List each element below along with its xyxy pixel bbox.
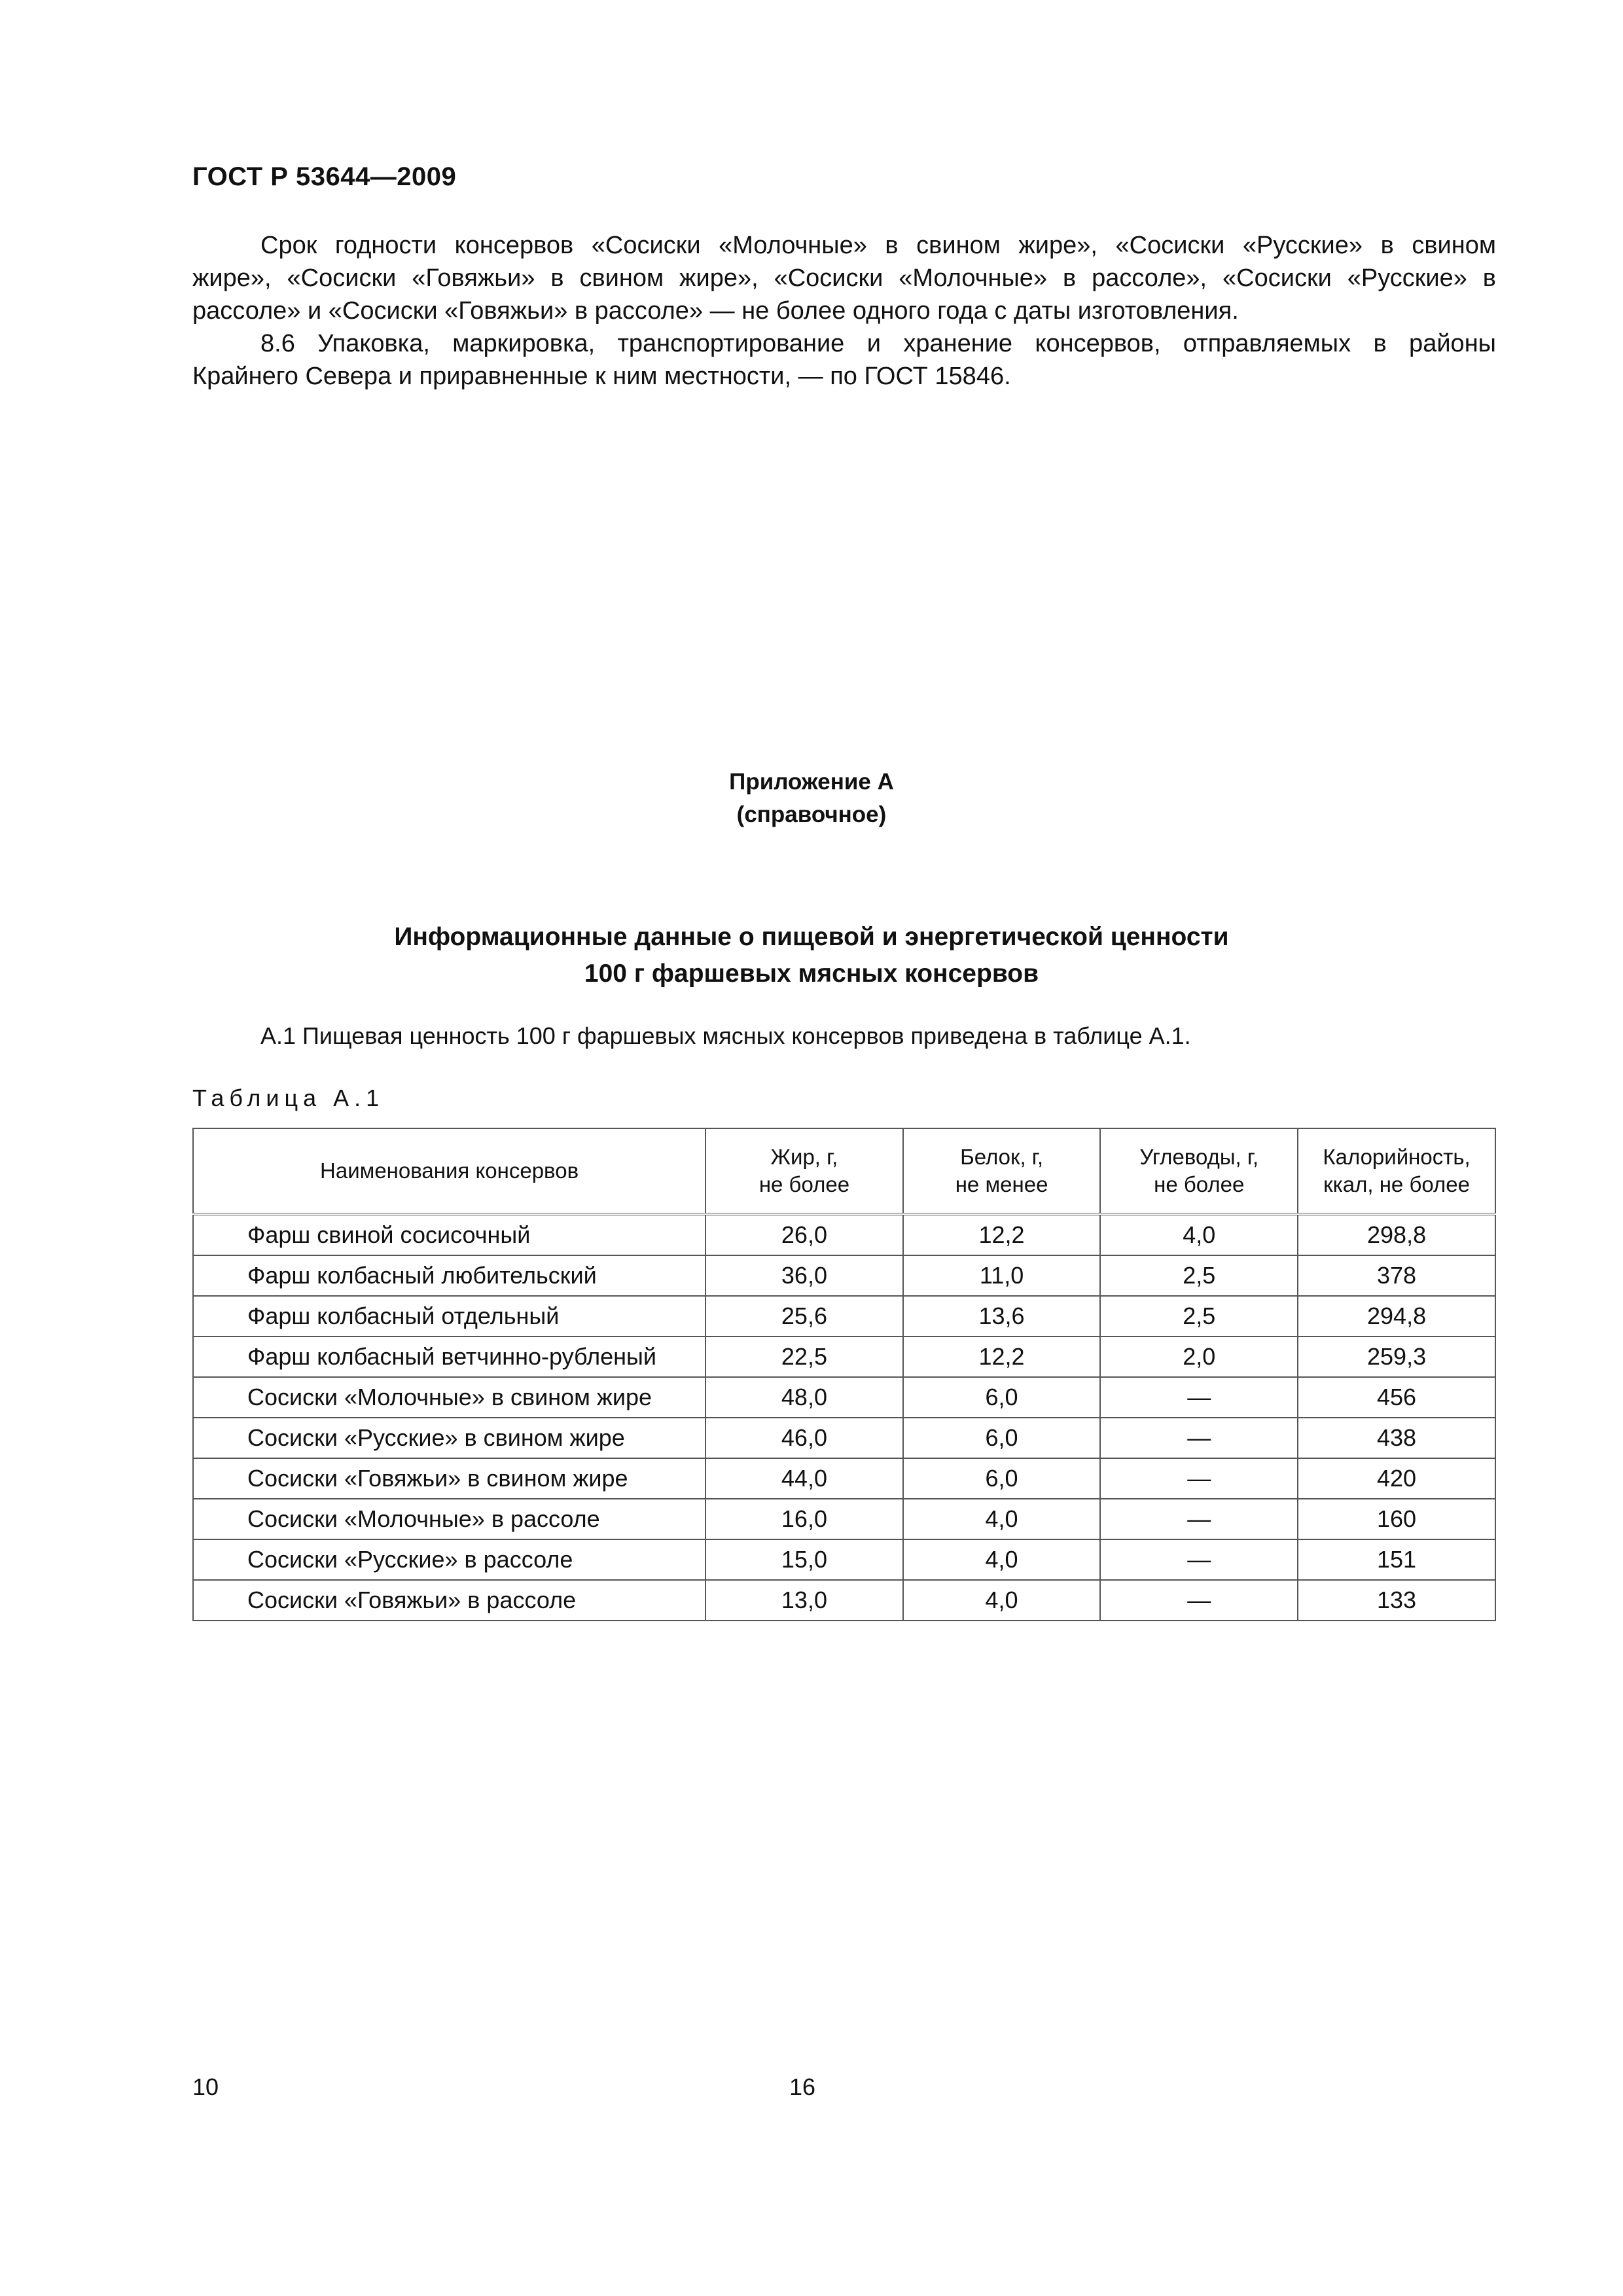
nutrition-table [192,1128,1496,1621]
protein-cell: 12,2 [903,1214,1101,1255]
carbs-cell: — [1100,1539,1298,1580]
shelf-life-paragraph [192,229,1496,327]
fat-cell: 16,0 [705,1499,903,1539]
table-row [193,1255,1495,1296]
annex-heading-line: Информационные данные о пищевой и энергетической ценности [394,923,1229,951]
protein-cell: 4,0 [903,1580,1101,1621]
carbs-cell: — [1100,1580,1298,1621]
product-name-cell: Фарш колбасный любительский [193,1255,705,1296]
product-name-cell: Сосиски «Русские» в свином жире [193,1418,705,1458]
annex-title: Приложение А [729,769,894,795]
column-header-name: Наименования консервов [193,1128,705,1214]
carbs-cell: 4,0 [1100,1214,1298,1255]
product-name-cell: Сосиски «Молочные» в рассоле [193,1499,705,1539]
fat-cell: 13,0 [705,1580,903,1621]
calories-cell: 160 [1298,1499,1495,1539]
column-header-fat: Жир, г, не более [705,1128,903,1214]
protein-cell: 6,0 [903,1458,1101,1499]
calories-cell: 438 [1298,1418,1495,1458]
carbs-cell: 2,5 [1100,1255,1298,1296]
calories-cell: 456 [1298,1377,1495,1418]
sheet-number: 16 [789,2073,816,2100]
fat-cell: 44,0 [705,1458,903,1499]
fat-cell: 46,0 [705,1418,903,1458]
protein-cell: 4,0 [903,1539,1101,1580]
paragraph-line: Срок годности консервов «Сосиски «Молочные» в свином жире», «Сосиски «Русские» в свином [260,232,1496,259]
table-row [193,1539,1495,1580]
protein-cell: 6,0 [903,1377,1101,1418]
column-header-calories: Калорийность, ккал, не более [1298,1128,1495,1214]
table-label: Таблица А.1 [192,1085,385,1111]
protein-cell: 6,0 [903,1418,1101,1458]
annex-title-block [0,766,1623,831]
table-row [193,1336,1495,1377]
standard-code-header: ГОСТ Р 53644—2009 [192,162,457,191]
page-number: 10 [192,2073,219,2100]
calories-cell: 151 [1298,1539,1495,1580]
product-name-cell: Сосиски «Русские» в рассоле [193,1539,705,1580]
calories-cell: 298,8 [1298,1214,1495,1255]
product-name-cell: Фарш свиной сосисочный [193,1214,705,1255]
fat-cell: 48,0 [705,1377,903,1418]
product-name-cell: Фарш колбасный ветчинно-рубленый [193,1336,705,1377]
annex-heading-line: 100 г фаршевых мясных консервов [584,960,1039,988]
fat-cell: 26,0 [705,1214,903,1255]
carbs-cell: 2,5 [1100,1296,1298,1336]
a1-clause: А.1 Пищевая ценность 100 г фаршевых мясных консервов приведена в таблице А.1. [260,1022,1191,1049]
carbs-cell: — [1100,1377,1298,1418]
carbs-cell: — [1100,1458,1298,1499]
table-header-row [193,1128,1495,1214]
packaging-paragraph [192,327,1496,393]
product-name-cell: Сосиски «Молочные» в свином жире [193,1377,705,1418]
table-row [193,1458,1495,1499]
protein-cell: 11,0 [903,1255,1101,1296]
table-row [193,1499,1495,1539]
protein-cell: 4,0 [903,1499,1101,1539]
calories-cell: 294,8 [1298,1296,1495,1336]
table-row [193,1580,1495,1621]
paragraph-line: 8.6 Упаковка, маркировка, транспортирование и хранение консервов, отправляемых в районы [260,330,1496,357]
fat-cell: 15,0 [705,1539,903,1580]
carbs-cell: — [1100,1418,1298,1458]
table-row [193,1377,1495,1418]
column-header-protein: Белок, г, не менее [903,1128,1101,1214]
fat-cell: 25,6 [705,1296,903,1336]
fat-cell: 36,0 [705,1255,903,1296]
fat-cell: 22,5 [705,1336,903,1377]
calories-cell: 259,3 [1298,1336,1495,1377]
annex-subtitle: (справочное) [736,802,887,827]
paragraph-line: жире», «Сосиски «Говяжьи» в свином жире», «Сосиски «Молочные» в рассоле», «Сосиски «Русские» в [192,264,1496,292]
calories-cell: 378 [1298,1255,1495,1296]
product-name-cell: Сосиски «Говяжьи» в свином жире [193,1458,705,1499]
paragraph-line: Крайнего Севера и приравненные к ним местности, — по ГОСТ 15846. [192,363,1011,390]
product-name-cell: Сосиски «Говяжьи» в рассоле [193,1580,705,1621]
protein-cell: 12,2 [903,1336,1101,1377]
carbs-cell: — [1100,1499,1298,1539]
table-row [193,1296,1495,1336]
table-row [193,1214,1495,1255]
annex-heading [0,919,1623,992]
table-row [193,1418,1495,1458]
calories-cell: 420 [1298,1458,1495,1499]
column-header-carbs: Углеводы, г, не более [1100,1128,1298,1214]
product-name-cell: Фарш колбасный отдельный [193,1296,705,1336]
carbs-cell: 2,0 [1100,1336,1298,1377]
protein-cell: 13,6 [903,1296,1101,1336]
calories-cell: 133 [1298,1580,1495,1621]
paragraph-line: рассоле» и «Сосиски «Говяжьи» в рассоле» — не более одного года с даты изготовления. [192,297,1239,325]
